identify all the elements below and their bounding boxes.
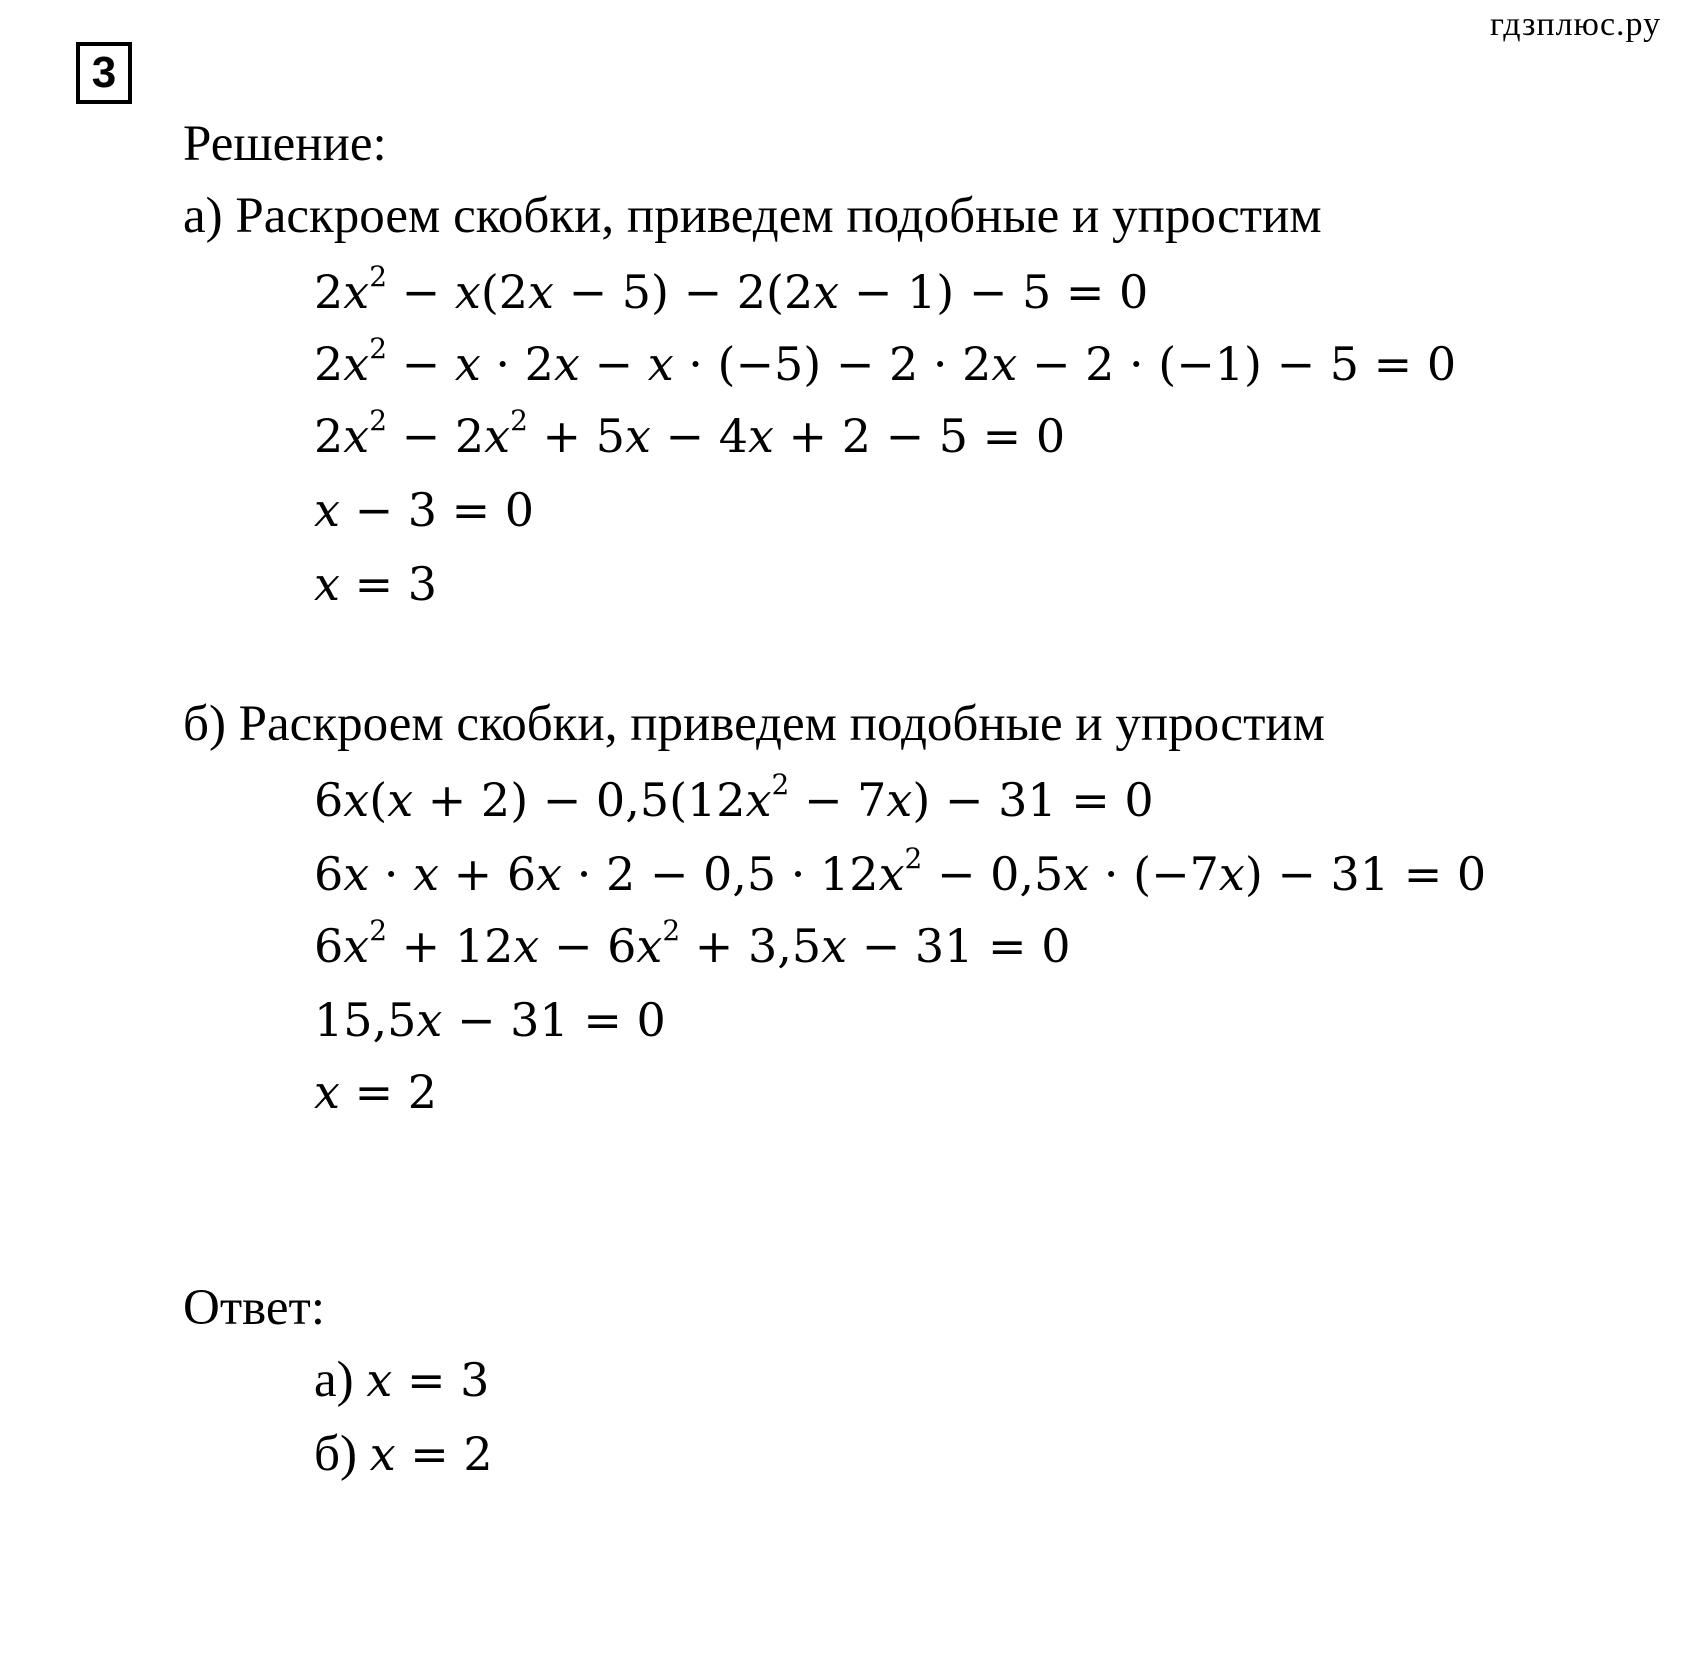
answer-item-a xyxy=(314,1350,489,1410)
answer-item-label: а) xyxy=(314,1352,354,1408)
task-number-box: 3 xyxy=(76,42,132,104)
answer-item-b xyxy=(314,1424,493,1484)
solution-title: Решение: xyxy=(183,116,387,172)
answer-item-value: x = 3 xyxy=(366,1353,490,1407)
part-a-step-2: $2x^2 - x \cdot 2x - x \cdot (-5) - 2 \cdot 2x - 2 \cdot (-1) - 5 = 0$ xyxy=(314,332,1457,391)
part-a-step-1: $2x^2 - x(2x - 5) - 2(2x - 1) - 5 = 0$ xyxy=(314,260,1149,319)
part-a-result: x = 3 xyxy=(314,557,438,611)
answer-item-label: б) xyxy=(314,1426,357,1482)
part-b-result: x = 2 xyxy=(314,1065,438,1119)
part-a-intro: а) Раскроем скобки, приведем подобные и упростим xyxy=(183,188,1322,244)
part-a-step-3: $2x^2 - 2x^2 + 5x - 4x + 2 - 5 = 0$ xyxy=(314,404,1066,463)
part-b-step-3: $6x^2 + 12x - 6x^2 + 3,5x - 31 = 0$ xyxy=(314,914,1071,973)
part-a-step-4: x − 3 = 0 xyxy=(314,483,535,537)
part-b-step-1: $6x(x + 2) - 0,5(12x^2 - 7x) - 31 = 0$ xyxy=(314,768,1154,827)
answer-title: Ответ: xyxy=(183,1280,325,1336)
part-b-step-4: 15,5x − 31 = 0 xyxy=(314,993,666,1047)
answer-item-value: x = 2 xyxy=(369,1427,493,1481)
part-b-intro: б) Раскроем скобки, приведем подобные и упростим xyxy=(183,696,1325,752)
part-b-step-2: $6x \cdot x + 6x \cdot 2 - 0,5 \cdot 12x^2 - 0,5x \cdot (-7x) - 31 = 0$ xyxy=(314,842,1487,901)
site-watermark: гдзплюс.ру xyxy=(1490,6,1662,43)
